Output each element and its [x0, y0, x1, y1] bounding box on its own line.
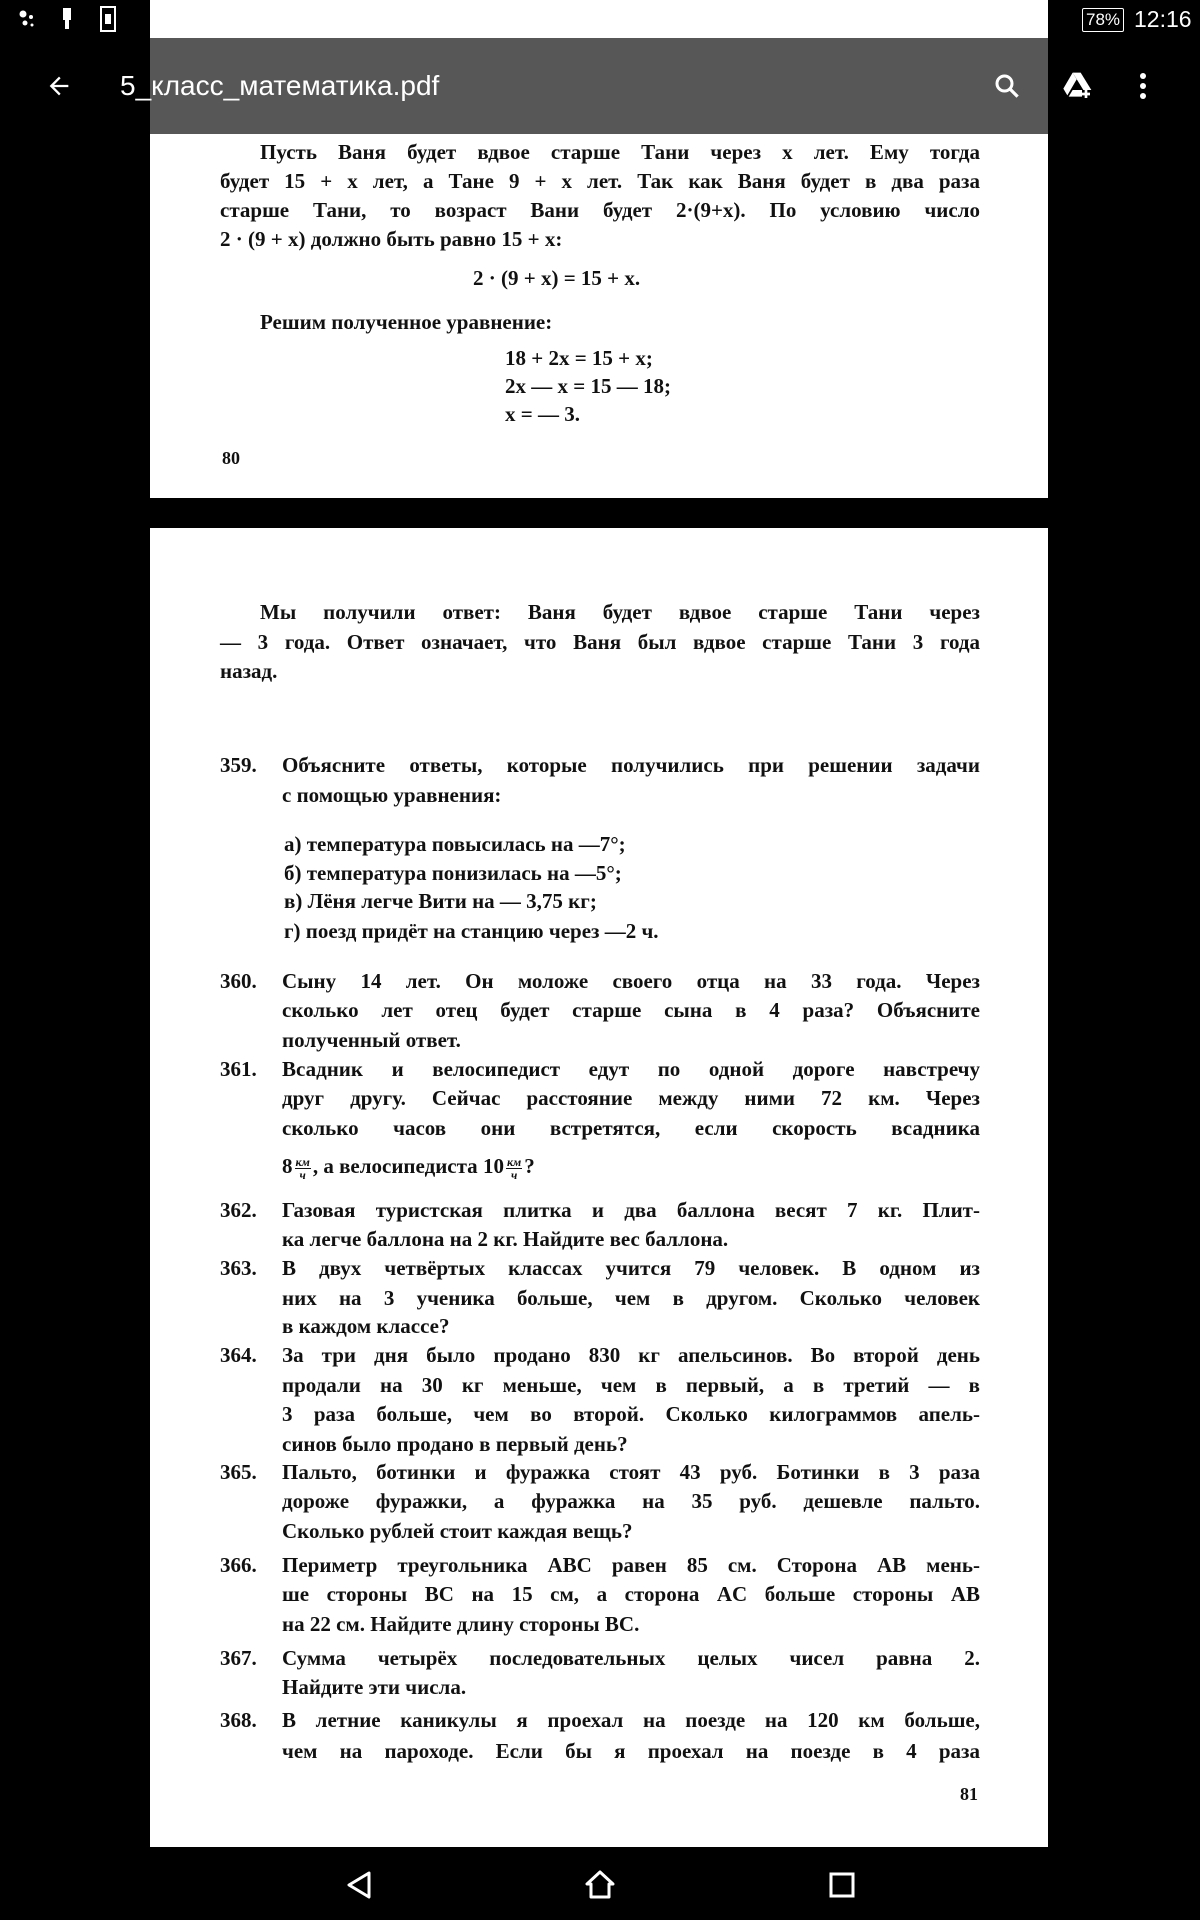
nav-recents-button[interactable]	[818, 1861, 866, 1909]
page-number: 80	[222, 448, 240, 468]
speed-line	[282, 1152, 535, 1180]
text-line: Мы получили ответ: Ваня будет вдвое старше Тани через	[260, 600, 980, 624]
document-title: 5_класс_математика.pdf	[120, 70, 440, 101]
text-line: — 3 года. Ответ означает, что Ваня был вдвое старше Тани 3 года	[220, 630, 980, 654]
unit-fraction	[506, 1156, 522, 1181]
problem-text-line: 3 раза больше, чем во второй. Сколько килограммов апель-	[282, 1402, 980, 1426]
problem-text-line: сколько часов они встретятся, если скорость всадника	[282, 1116, 980, 1140]
clock: 12:16	[1134, 6, 1192, 32]
equation: 2 · (9 + x) = 15 + x.	[473, 266, 641, 290]
problem-number: 362.	[220, 1198, 257, 1222]
problem-text-line: Пальто, ботинки и фуражка стоят 43 руб. Ботинки в 3 раза	[282, 1460, 980, 1484]
problem-text-line: ка легче баллона на 2 кг. Найдите вес баллона.	[282, 1227, 729, 1251]
triangle-back-icon	[345, 1870, 373, 1900]
problem-text-line: в каждом классе?	[282, 1314, 450, 1338]
app-toolbar	[0, 38, 1200, 134]
notification-icon	[18, 8, 42, 30]
problem-subitem: г) поезд придёт на станцию через —2 ч.	[284, 919, 659, 943]
more-vert-icon	[1139, 72, 1147, 100]
unit-denominator: ч	[299, 1167, 306, 1182]
download-icon	[100, 6, 116, 32]
problem-text-line: сколько лет отец будет старше сына в 4 раза? Объясните	[282, 998, 980, 1022]
page-number: 81	[960, 1784, 978, 1804]
problem-text-line: друг другу. Сейчас расстояние между ними 72 км. Через	[282, 1086, 980, 1110]
problem-text-line: на 22 см. Найдите длину стороны BC.	[282, 1612, 640, 1636]
battery-indicator: 78%	[1082, 8, 1124, 32]
status-bar	[0, 0, 1200, 38]
problem-text-line: них на 3 ученика больше, чем в другом. Сколько человек	[282, 1286, 980, 1310]
text-line: Пусть Ваня будет вдвое старше Тани через x лет. Ему тогда	[260, 140, 980, 164]
problem-number: 366.	[220, 1553, 257, 1577]
unit-fraction	[295, 1156, 311, 1181]
drive-add-icon	[1062, 71, 1094, 101]
problem-text-line: ше стороны BC на 15 см, а сторона AC больше стороны AB	[282, 1582, 980, 1606]
usb-icon	[60, 8, 74, 30]
add-to-drive-button[interactable]	[1054, 62, 1102, 110]
problem-subitem: а) температура повысилась на —7°;	[284, 832, 626, 856]
problem-text-line: дороже фуражки, а фуражка на 35 руб. дешевле пальто.	[282, 1489, 980, 1513]
problem-number: 360.	[220, 969, 257, 993]
problem-text-line: Сумма четырёх последовательных целых чисел равна 2.	[282, 1646, 980, 1670]
problem-text-line: Периметр треугольника ABC равен 85 см. Сторона AB мень-	[282, 1553, 980, 1577]
square-recents-icon	[829, 1872, 855, 1898]
problem-text-line: Газовая туристская плитка и два баллона весят 7 кг. Плит-	[282, 1198, 980, 1222]
problem-text-line: Сколько рублей стоит каждая вещь?	[282, 1519, 633, 1543]
equation-step: x = — 3.	[505, 402, 580, 426]
equation-step: 2x — x = 15 — 18;	[505, 374, 671, 398]
problem-text-line: Найдите эти числа.	[282, 1675, 467, 1699]
search-button[interactable]	[983, 62, 1031, 110]
problem-text-line: За три дня было продано 830 кг апельсинов. Во второй день	[282, 1343, 980, 1367]
unit-numerator: км	[295, 1154, 310, 1169]
problem-text-line: Всадник и велосипедист едут по одной дороге навстречу	[282, 1057, 980, 1081]
problem-text-line: продали на 30 кг меньше, чем в первый, а в третий — в	[282, 1373, 980, 1397]
problem-text-line: чем на пароходе. Если бы я проехал на поезде в 4 раза	[282, 1739, 980, 1763]
problem-number: 359.	[220, 753, 257, 777]
equation-step: 18 + 2x = 15 + x;	[505, 346, 653, 370]
problem-number: 363.	[220, 1256, 257, 1280]
unit-denominator: ч	[510, 1167, 518, 1182]
problem-number: 368.	[220, 1708, 257, 1732]
problem-text-line: В двух четвёртых классах учится 79 человек. В одном из	[282, 1256, 980, 1280]
problem-subitem: в) Лёня легче Вити на — 3,75 кг;	[284, 889, 597, 913]
problem-subitem: б) температура понизилась на —5°;	[284, 861, 622, 885]
back-button[interactable]	[35, 62, 83, 110]
problem-text-line: Объясните ответы, которые получились при решении задачи	[282, 753, 980, 777]
navigation-bar	[0, 1850, 1200, 1920]
home-icon	[584, 1869, 616, 1901]
nav-home-button[interactable]	[576, 1861, 624, 1909]
speed-text: ?	[524, 1154, 535, 1178]
solve-heading: Решим полученное уравнение:	[260, 310, 553, 334]
text-line: 2 · (9 + x) должно быть равно 15 + x:	[220, 227, 563, 251]
problem-number: 364.	[220, 1343, 257, 1367]
problem-number: 367.	[220, 1646, 257, 1670]
problem-text-line: синов было продано в первый день?	[282, 1432, 628, 1456]
text-line: старше Тани, то возраст Вани будет 2·(9+x). По условию число	[220, 198, 980, 222]
speed-text: , а велосипедиста	[312, 1154, 478, 1178]
text-line: будет 15 + x лет, а Тане 9 + x лет. Так как Ваня будет в два раза	[220, 169, 980, 193]
unit-numerator: км	[506, 1154, 522, 1169]
search-icon	[992, 71, 1022, 101]
problem-text-line: с помощью уравнения:	[282, 783, 502, 807]
pdf-page-81	[150, 528, 1048, 1847]
speed-value: 10	[482, 1154, 504, 1178]
text-line: назад.	[220, 659, 278, 683]
problem-text-line: полученный ответ.	[282, 1028, 461, 1052]
arrow-left-icon	[45, 72, 73, 100]
more-options-button[interactable]	[1119, 62, 1167, 110]
nav-back-button[interactable]	[335, 1861, 383, 1909]
problem-number: 361.	[220, 1057, 257, 1081]
problem-text-line: В летние каникулы я проехал на поезде на 120 км больше,	[282, 1708, 980, 1732]
problem-text-line: Сыну 14 лет. Он моложе своего отца на 33 года. Через	[282, 969, 980, 993]
problem-number: 365.	[220, 1460, 257, 1484]
speed-value: 8	[282, 1154, 293, 1178]
